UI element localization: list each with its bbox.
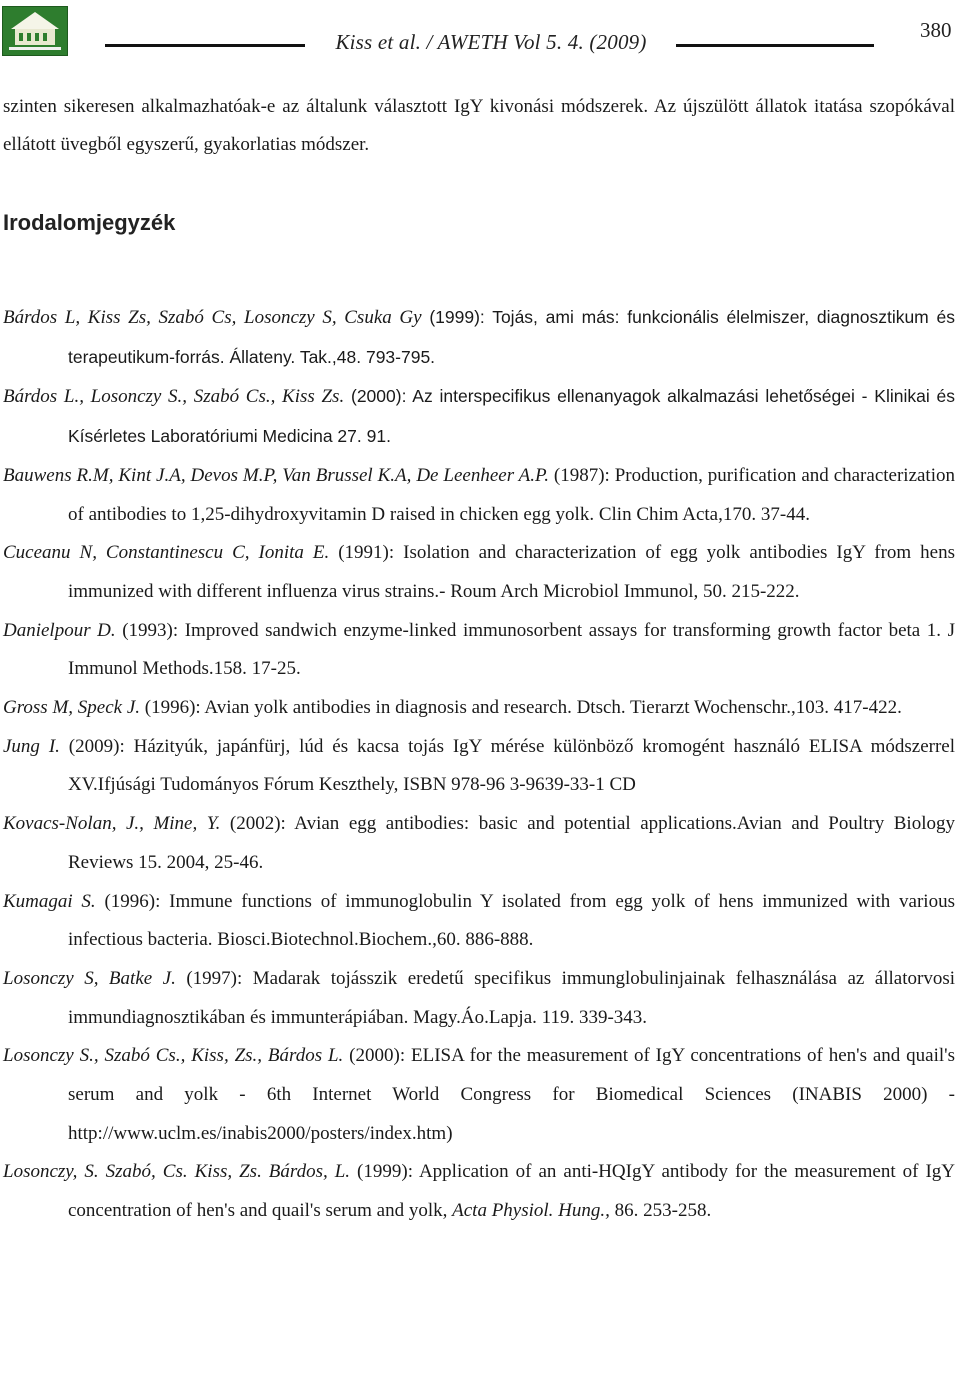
reference-authors: Losonczy S, Batke J. (3, 967, 176, 989)
reference-authors: Bárdos L, Kiss Zs, Szabó Cs, Losonczy S, Csuka Gy (3, 307, 422, 328)
reference-entry (3, 883, 955, 960)
reference-entry (3, 1153, 955, 1230)
reference-entry (3, 960, 955, 1037)
reference-entry (3, 1037, 955, 1153)
reference-text: (2000): ELISA for the measurement of IgY concentrations of hen's and quail's serum and yolk - 6th Internet World Congress for Biomedical Sciences (INABIS 2000) - http://www.uclm.es/inabis2000/posters/index.htm) (68, 1045, 955, 1144)
reference-text: (1991): Isolation and characterization of egg yolk antibodies IgY from hens immunized with different influenza virus strains.- Roum Arch Microbiol Immunol, 50. 215-222. (68, 542, 955, 602)
reference-text: (2009): Házityúk, japánfürj, lúd és kacsa tojás IgY mérése különböző kromogént használó ELISA módszerrel XV.Ifjúsági Tudományos Fórum Keszthely, ISBN 978-96 3-9639-33-1 CD (59, 735, 956, 796)
reference-text: (1987): Production, purification and characterization of antibodies to 1,25-dihydroxyvitamin D raised in chicken egg yolk. Clin Chim Acta,170. 37-44. (68, 464, 955, 525)
reference-authors: Bauwens R.M, Kint J.A, Devos M.P, Van Brussel K.A, De Leenheer A.P. (3, 464, 549, 486)
header-rule-left (105, 44, 305, 47)
header-rule-right (676, 44, 874, 47)
reference-authors: Bárdos L., Losonczy S., Szabó Cs., Kiss Zs. (3, 386, 345, 408)
reference-authors: Kumagai S. (3, 890, 96, 912)
reference-authors: Cuceanu N, Constantinescu C, Ionita E. (3, 542, 330, 564)
reference-authors: Gross M, Speck J. (3, 697, 141, 719)
reference-entry (3, 728, 955, 805)
reference-text: (2002): Avian egg antibodies: basic and potential applications.Avian and Poultry Biology Reviews 15. 2004, 25-46. (68, 813, 955, 873)
reference-journal: Acta Physiol. Hung., (452, 1200, 610, 1222)
reference-entry (3, 457, 955, 534)
journal-logo-icon (2, 6, 68, 56)
reference-authors: Jung I. (3, 735, 60, 757)
reference-text: (1996): Avian yolk antibodies in diagnosis and research. Dtsch. Tierarzt Wochenschr.,103. 417-422. (140, 697, 902, 719)
intro-paragraph: szinten sikeresen alkalmazhatóak-e az általunk választott IgY kivonási módszerek. Az újszülött állatok itatása szopókával ellátott üvegből egyszerű, gyakorlatias módszer. (3, 96, 955, 155)
reference-text: (1993): Improved sandwich enzyme-linked immunosorbent assays for transforming growth factor beta 1. J Immunol Methods.158. 17-25. (68, 619, 956, 680)
reference-authors: Losonczy, S. Szabó, Cs. Kiss, Zs. Bárdos, L. (3, 1161, 351, 1183)
reference-text: (1999): Tojás, ami más: funkcionális élelmiszer, diagnosztikum és terapeutikum-forrás. Állateny. Tak.,48. 793-795. (68, 307, 955, 367)
reference-authors: Losonczy S., Szabó Cs., Kiss, Zs., Bárdos L. (3, 1045, 344, 1067)
reference-entry (3, 534, 955, 611)
reference-list (3, 298, 955, 1231)
reference-authors: Danielpour D. (3, 619, 116, 641)
journal-citation: Kiss et al. / AWETH Vol 5. 4. (2009) (335, 30, 647, 54)
reference-authors: Kovacs-Nolan, J., Mine, Y. (3, 813, 221, 835)
reference-entry (3, 377, 955, 456)
reference-text: (1996): Immune functions of immunoglobulin Y isolated from egg yolk of hens immunized with various infectious bacteria. Biosci.Biotechnol.Biochem.,60. 886-888. (68, 890, 955, 951)
reference-entry (3, 298, 955, 377)
reference-tail: 86. 253-258. (609, 1200, 712, 1222)
reference-entry (3, 689, 955, 728)
reference-entry (3, 612, 955, 689)
reference-entry (3, 805, 955, 882)
reference-text: (1997): Madarak tojásszik eredetű specifikus immunglobulinjainak felhasználása az állatorvosi immundiagnosztikában és immunterápiában. Magy.Áo.Lapja. 119. 339-343. (68, 967, 956, 1028)
section-title: Irodalomjegyzék (3, 210, 176, 235)
reference-text: (1999): Application of an anti-HQIgY antibody for the measurement of IgY concentration of hen's and quail's serum and yolk, (68, 1161, 955, 1222)
reference-text: (2000): Az interspecifikus ellenanyagok alkalmazási lehetőségei - Klinikai és Kísérletes Laboratóriumi Medicina 27. 91. (68, 386, 955, 447)
page-number: 380 (920, 18, 952, 42)
page-header (0, 0, 960, 62)
